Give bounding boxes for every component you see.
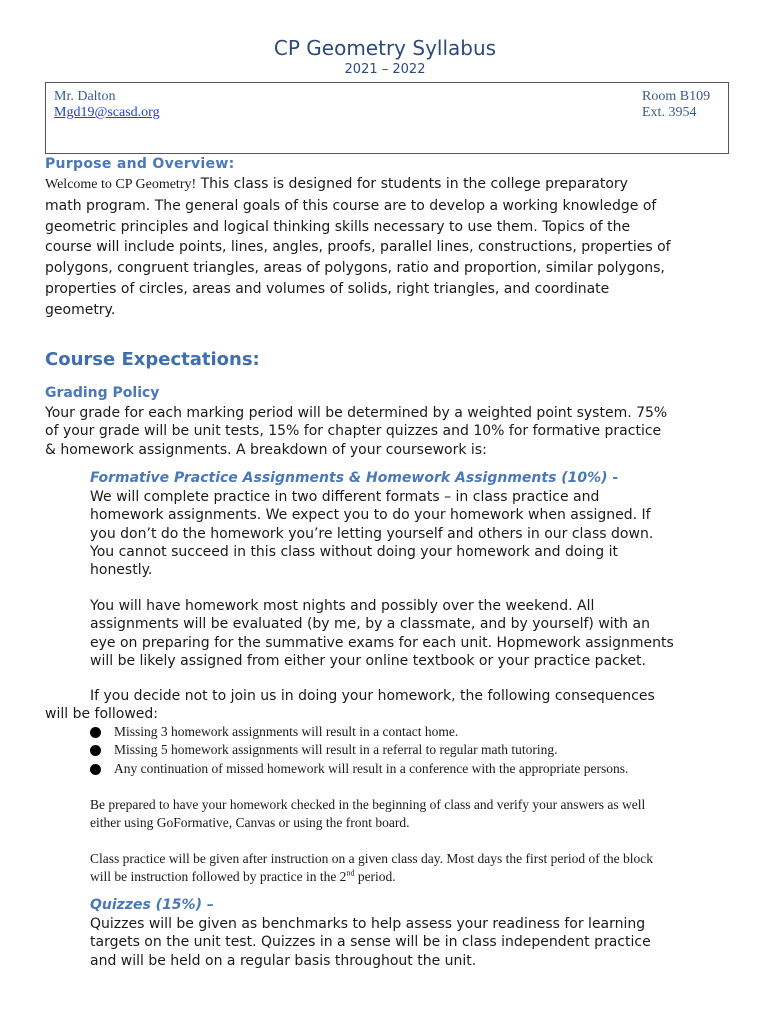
document-title: CP Geometry Syllabus	[273, 36, 497, 60]
quiz-line: targets on the unit test. Quizzes in a sense will be in class independent practice	[90, 934, 651, 951]
note-line-end: period.	[354, 869, 396, 885]
teacher-email-link[interactable]: Mgd19@scasd.org	[54, 105, 160, 120]
quiz-line: Quizzes will be given as benchmarks to help assess your readiness for learning	[90, 916, 646, 932]
formative-line: you don’t do the homework you’re letting yourself and others in our class down.	[90, 525, 654, 542]
consequence-text: Missing 3 homework assignments will result in a contact home.	[114, 724, 459, 739]
grading-line: & homework assignments. A breakdown of your coursework is:	[45, 441, 487, 458]
purpose-line: geometric principles and logical thinking skills necessary to use them. Topics of the	[45, 218, 631, 235]
list-item	[90, 741, 628, 759]
teacher-name: Mr. Dalton	[54, 89, 116, 104]
course-expectations-heading: Course Expectations:	[45, 349, 260, 370]
consequences-intro-second: will be followed:	[45, 706, 159, 722]
consequence-text: Missing 5 homework assignments will result in a referral to regular math tutoring.	[114, 742, 558, 758]
quizzes-paragraph	[90, 915, 740, 970]
bullet-icon	[90, 727, 101, 738]
quizzes-heading: Quizzes (15%) –	[90, 897, 214, 913]
purpose-line: geometry.	[45, 301, 116, 318]
list-item	[90, 760, 628, 778]
note-line: will be instruction followed by practice in the 2	[90, 869, 347, 885]
grading-line: Your grade for each marking period will be determined by a weighted point system. 75%	[45, 405, 668, 421]
consequences-intro-first: If you decide not to join us in doing your homework, the following consequences	[90, 688, 655, 704]
consequence-text: Any continuation of missed homework will result in a conference with the appropriate persons.	[114, 760, 629, 776]
purpose-heading-text: Purpose and Overview:	[45, 156, 235, 172]
list-item	[90, 723, 628, 741]
note-line: either using GoFormative, Canvas or using the front board.	[90, 815, 410, 831]
note-line: Class practice will be given after instruction on a given class day. Most days the first period of the block	[90, 851, 653, 866]
formative-line: You will have homework most nights and possibly over the weekend. All	[90, 598, 595, 614]
class-practice-note	[90, 850, 740, 887]
grading-policy-heading: Grading Policy	[45, 385, 160, 401]
formative-line: eye on preparing for the summative exams for each unit. Hopmework assignments	[90, 634, 674, 651]
formative-line: homework assignments. We expect you to do your homework when assigned. If	[90, 507, 651, 524]
purpose-line: math program. The general goals of this course are to develop a working knowledge of	[45, 197, 657, 214]
note-line: Be prepared to have your homework checked in the beginning of class and verify your answers as well	[90, 797, 646, 812]
grading-policy-text	[45, 404, 745, 459]
purpose-line: course will include points, lines, angles, proofs, parallel lines, constructions, properties of	[45, 239, 671, 256]
formative-heading: Formative Practice Assignments & Homework Assignments (10%) -	[90, 470, 619, 486]
teacher-info-box	[45, 82, 729, 154]
purpose-paragraph	[45, 174, 735, 321]
school-year: 2021 – 2022	[344, 62, 426, 77]
purpose-heading	[45, 156, 234, 172]
homework-check-note	[90, 796, 740, 833]
purpose-line: properties of circles, areas and volumes of solids, right triangles, and coordinate	[45, 280, 610, 297]
grading-line: of your grade will be unit tests, 15% for chapter quizzes and 10% for formative practice	[45, 423, 662, 440]
formative-line: assignments will be evaluated (by me, by a classmate, and by yourself) with an	[90, 616, 650, 633]
bullet-icon	[90, 745, 101, 756]
formative-paragraph-1	[90, 488, 740, 579]
purpose-intro: Welcome to CP Geometry!	[45, 177, 197, 192]
formative-paragraph-2	[90, 597, 740, 670]
consequences-list	[90, 723, 628, 778]
purpose-line: This class is designed for students in the college preparatory	[196, 176, 628, 192]
formative-line: will be likely assigned from either your online textbook or your practice packet.	[90, 652, 647, 669]
purpose-line: polygons, congruent triangles, areas of polygons, ratio and proportion, similar polygons,	[45, 260, 665, 277]
phone-extension: Ext. 3954	[642, 105, 697, 120]
formative-line: You cannot succeed in this class without doing your homework and doing it	[90, 543, 618, 560]
bullet-icon	[90, 764, 101, 775]
ordinal-suffix: nd	[346, 868, 355, 878]
quiz-line: and will be held on a regular basis throughout the unit.	[90, 952, 477, 969]
room-number: Room B109	[642, 89, 711, 104]
formative-line: We will complete practice in two different formats – in class practice and	[90, 489, 600, 505]
formative-line: honestly.	[90, 562, 153, 579]
